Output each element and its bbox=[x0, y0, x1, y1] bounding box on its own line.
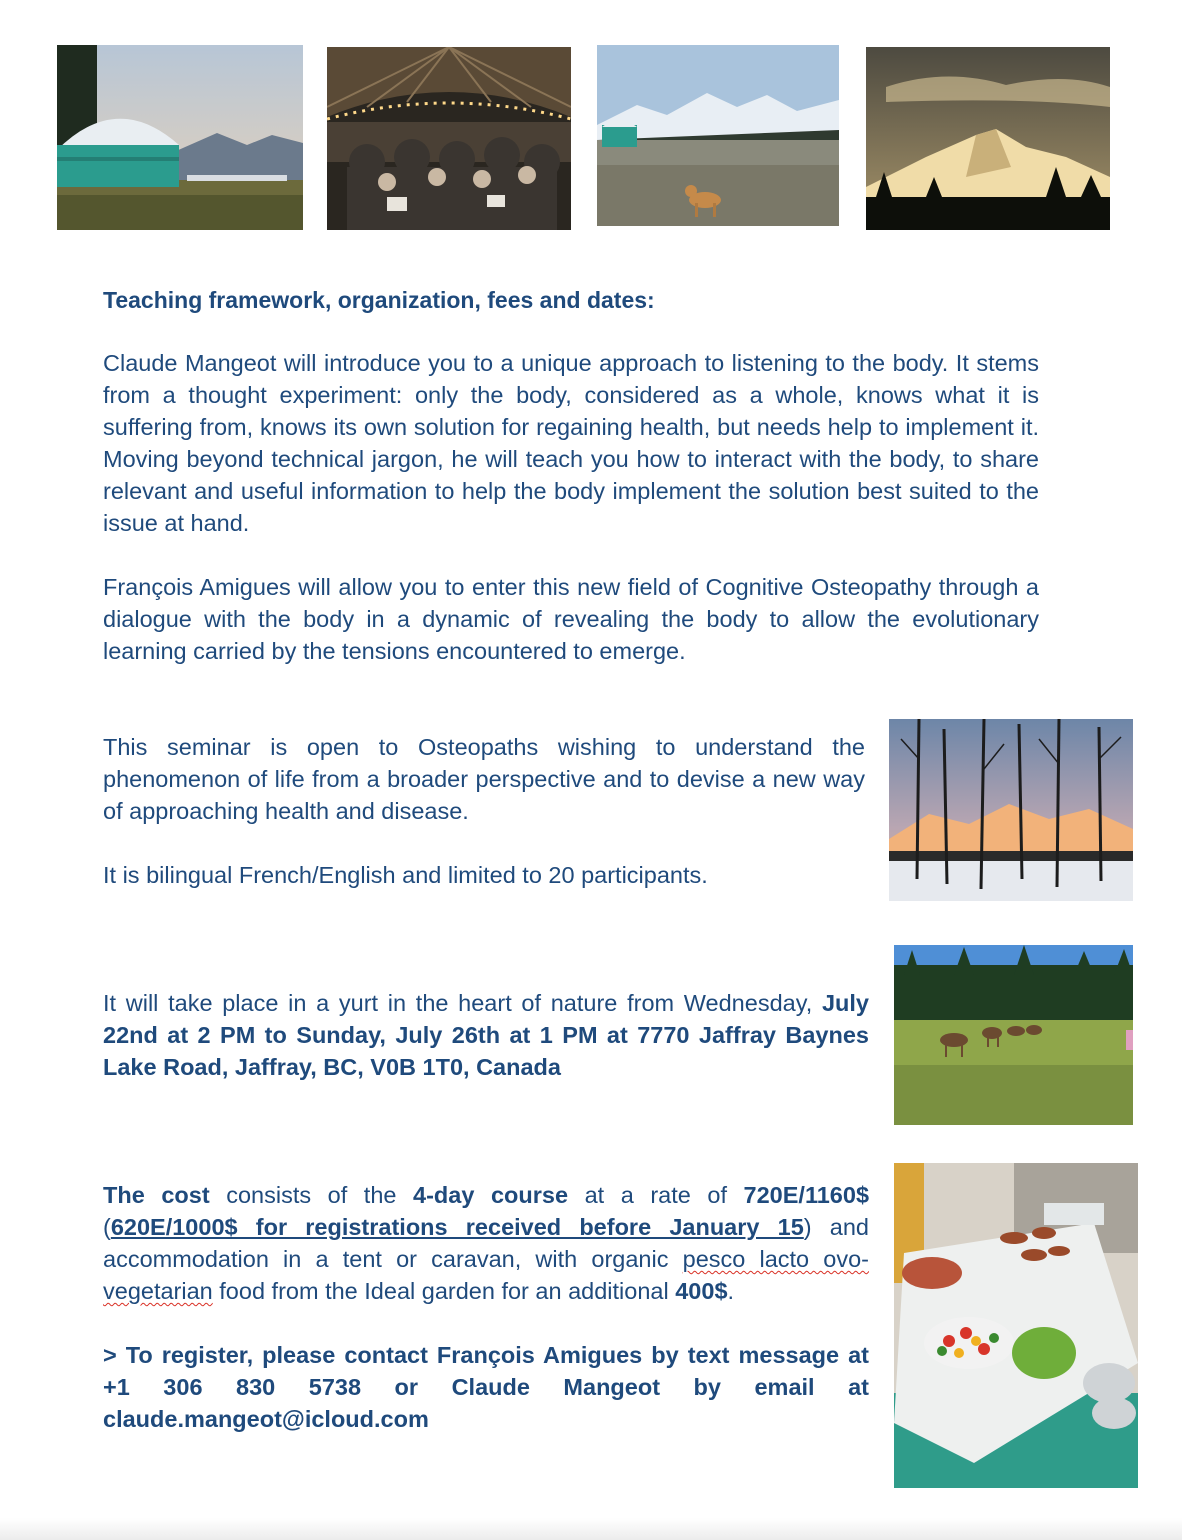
horses-meadow-photo bbox=[894, 945, 1133, 1125]
cost-text-1: consists of the bbox=[209, 1182, 414, 1208]
location-dates-address: July 22nd at 2 PM to Sunday, July 26th at 1 PM at 7770 Jaffray Baynes Lake Road, Jaffray, BC, V0B 1T0, Canada bbox=[103, 990, 869, 1080]
cost-text-3: ( bbox=[103, 1214, 111, 1240]
course-rate: 720E/1160$ bbox=[743, 1182, 870, 1208]
paragraph-claude-mangeot: Claude Mangeot will introduce you to a unique approach to listening to the body. It stems from a thought experiment: only the body, considered as a whole, knows what it is suffering from, knows its own solution for regaining health, but needs help to implement it. Moving beyond technical jargon, he will teach you how to interact with the body, to share relevant and useful information to help the body implement the solution best suited to the issue at hand. bbox=[103, 350, 1039, 536]
accommodation-price: 400$ bbox=[675, 1278, 728, 1304]
yurt-interior-photo bbox=[327, 47, 571, 230]
paragraph-seminar-audience: This seminar is open to Osteopaths wishing to understand the phenomenon of life from a broader perspective and to devise a new way of approaching health and disease. bbox=[103, 734, 865, 824]
cost-text-2: at a rate of bbox=[568, 1182, 744, 1208]
winter-trees-photo bbox=[889, 719, 1133, 901]
food-table-photo bbox=[894, 1163, 1138, 1488]
cost-label: The cost bbox=[103, 1182, 210, 1208]
diet-type: pesco lacto ovo-vegetarian bbox=[103, 1246, 870, 1304]
paragraph-francois-amigues: François Amigues will allow you to enter this new field of Cognitive Osteopathy through a dialogue with the body in a dynamic of revealing the body to allow the evolutionary learning carried by the tensions encountered to emerge. bbox=[103, 574, 1039, 664]
early-registration-rate: 620E/1000$ for registrations received before January 15 bbox=[110, 1214, 804, 1240]
cost-text-4: ) and accommodation in a tent or caravan, with organic bbox=[103, 1214, 869, 1272]
page-bottom-edge bbox=[0, 1518, 1182, 1540]
paragraph-cost bbox=[103, 1179, 869, 1307]
yurt-exterior-photo bbox=[57, 45, 303, 230]
cost-text-5: food from the Ideal garden for an additional bbox=[212, 1278, 676, 1304]
golden-mountain-photo bbox=[866, 47, 1110, 230]
course-length: 4-day course bbox=[413, 1182, 569, 1208]
registration-contact: > To register, please contact François Amigues by text message at +1 306 830 5738 or Claude Mangeot by email at claude.mangeot@icloud.com bbox=[103, 1342, 869, 1432]
section-heading: Teaching framework, organization, fees and dates: bbox=[103, 287, 655, 313]
cost-text-6: . bbox=[727, 1278, 735, 1304]
location-intro: It will take place in a yurt in the heart of nature from Wednesday, bbox=[103, 990, 822, 1016]
paragraph-location-dates bbox=[103, 987, 869, 1083]
paragraph-bilingual: It is bilingual French/English and limited to 20 participants. bbox=[103, 862, 708, 888]
mountains-dog-photo bbox=[597, 45, 839, 226]
